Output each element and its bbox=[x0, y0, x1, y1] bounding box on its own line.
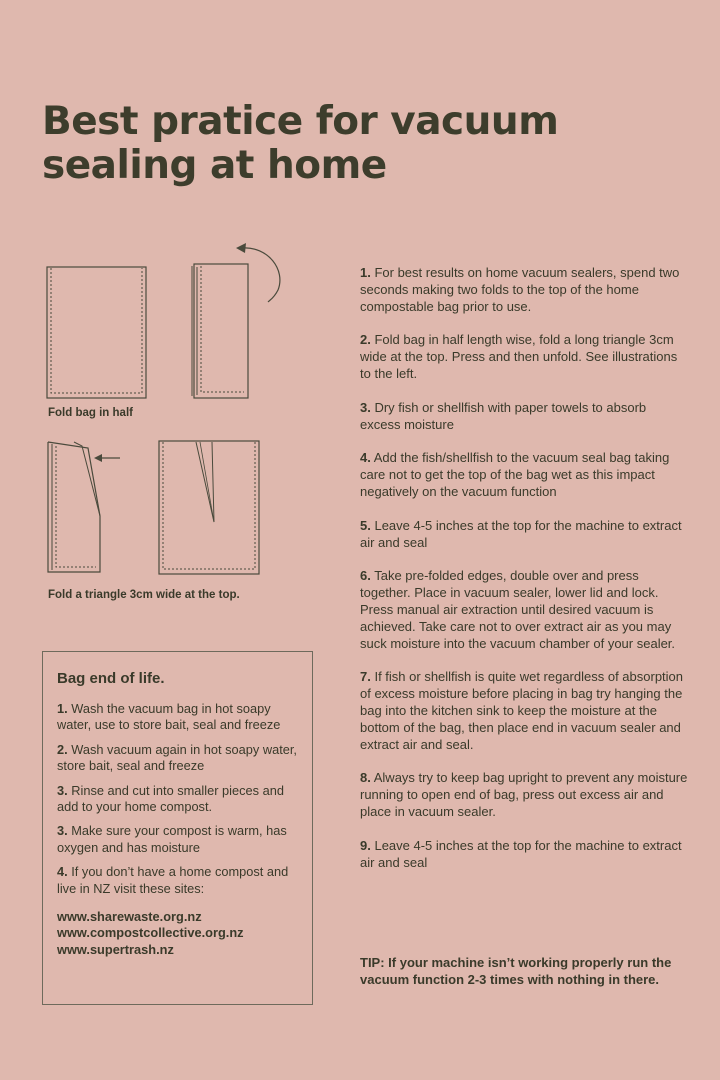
step-item: 3. Dry fish or shellfish with paper towels to absorb excess moisture bbox=[360, 399, 647, 432]
step-item: 4. Add the fish/shellfish to the vacuum seal bag taking care not to get the top of the bag wet as this impact negatively on the vacuum function bbox=[360, 450, 670, 499]
unfolded-crease-illustration bbox=[158, 440, 262, 576]
link-compostcollective[interactable]: www.compostcollective.org.nz bbox=[57, 925, 244, 941]
fold-triangle-caption: Fold a triangle 3cm wide at the top. bbox=[48, 589, 240, 601]
triangle-fold-illustration bbox=[44, 436, 134, 576]
list-item: 4. If you don’t have a home compost and live in NZ visit these sites: bbox=[57, 864, 289, 896]
tip-note: TIP: If your machine isn’t working properly run the vacuum function 2-3 times with nothing in there. bbox=[360, 955, 672, 987]
flat-bag-illustration bbox=[46, 266, 148, 400]
step-item: 1. For best results on home vacuum sealers, spend two seconds making two folds to the top of the home compostable bag prior to use. bbox=[360, 265, 680, 314]
step-item: 2. Fold bag in half length wise, fold a long triangle 3cm wide at the top. Press and then unfold. See illustrations to the left. bbox=[360, 332, 678, 381]
list-item: 1. Wash the vacuum bag in hot soapy water, use to store bait, seal and freeze bbox=[57, 701, 281, 733]
compost-links bbox=[57, 909, 300, 958]
page-title: Best pratice for vacuum sealing at home bbox=[42, 99, 559, 188]
box-title: Bag end of life. bbox=[57, 670, 165, 687]
list-item: 3. Make sure your compost is warm, has oxygen and has moisture bbox=[57, 823, 287, 855]
list-item: 3. Rinse and cut into smaller pieces and add to your home compost. bbox=[57, 782, 284, 815]
folded-bag-illustration bbox=[190, 240, 290, 402]
link-supertrash[interactable]: www.supertrash.nz bbox=[57, 941, 174, 957]
step-item: 7. If fish or shellfish is quite wet regardless of absorption of excess moisture before placing in bag try hanging the bag into the kitchen sink to keep the moisture at the bottom of the bag, then place end in vacuum sealer and extract air and seal. bbox=[360, 669, 684, 752]
instruction-steps bbox=[360, 265, 690, 888]
list-item: 2. Wash vacuum again in hot soapy water, store bait, seal and freeze bbox=[57, 741, 297, 774]
link-sharewaste[interactable]: www.sharewaste.org.nz bbox=[57, 909, 202, 925]
step-item: 5. Leave 4-5 inches at the top for the machine to extract air and seal bbox=[360, 517, 682, 550]
step-item: 6. Take pre-folded edges, double over and press together. Place in vacuum sealer, lower lid and lock. Press manual air extraction until desired vacuum is achieved. Take care not to over extract air as you may suck moisture into the vacuum chamber of your sealer. bbox=[360, 568, 676, 651]
step-item: 9. Leave 4-5 inches at the top for the machine to extract air and seal bbox=[360, 837, 682, 870]
step-item: 8. Always try to keep bag upright to prevent any moisture running to open end of bag, press out excess air and place in vacuum sealer. bbox=[360, 770, 688, 819]
fold-in-half-caption: Fold bag in half bbox=[48, 407, 133, 419]
bag-end-of-life-box bbox=[42, 651, 313, 1005]
